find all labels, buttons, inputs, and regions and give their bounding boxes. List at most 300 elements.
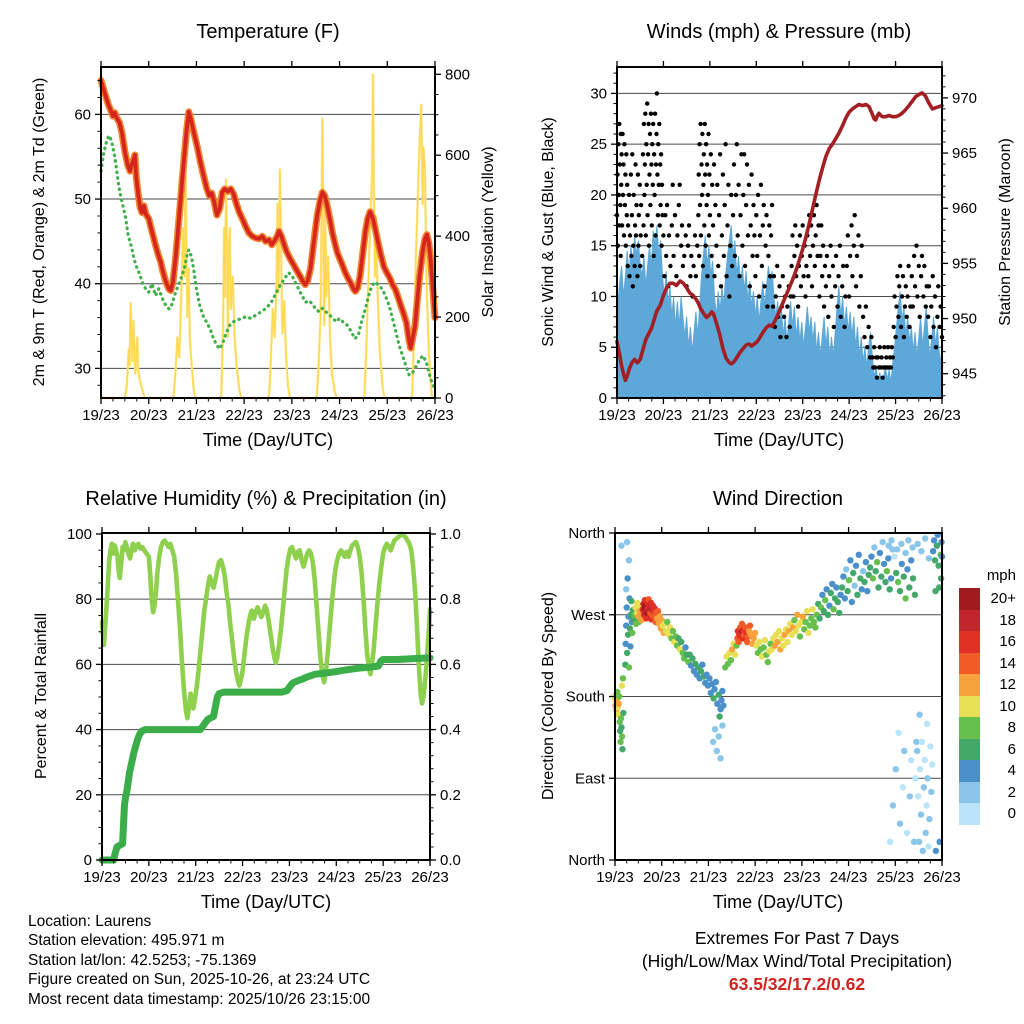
series-wind_gusts: [673, 213, 677, 217]
wind-direction-dot: [908, 557, 914, 563]
series-wind_gusts: [758, 233, 762, 237]
series-wind_gusts: [664, 254, 668, 258]
series-wind_gusts: [772, 274, 776, 278]
chart-title-humidity: Relative Humidity (%) & Precipitation (in): [85, 488, 447, 510]
series-wind_gusts: [892, 294, 896, 298]
series-wind_gusts: [650, 223, 654, 227]
series-wind_gusts: [709, 152, 713, 156]
wind-direction-dot: [918, 548, 924, 554]
series-wind_gusts: [850, 274, 854, 278]
wind-direction-dot: [908, 757, 914, 763]
series-wind_gusts: [622, 233, 626, 237]
speed-legend-label: 20+: [990, 590, 1016, 608]
series-wind_gusts: [703, 122, 707, 126]
series-wind_gusts: [700, 193, 704, 197]
wind-direction-dot: [885, 555, 891, 561]
series-wind_gusts: [905, 294, 909, 298]
x-label-wind-direction: Time (Day/UTC): [712, 892, 844, 912]
series-wind_gusts: [753, 274, 757, 278]
y-tick-label: 955: [952, 255, 978, 273]
series-wind_gusts: [643, 162, 647, 166]
y-tick-label: 600: [445, 147, 471, 165]
wind-direction-dot: [714, 748, 720, 754]
speed-legend-label: 10: [999, 697, 1016, 715]
series-wind_gusts: [642, 122, 646, 126]
series-wind_gusts: [818, 254, 822, 258]
y-label-solar-right: Solar Insolation (Yellow): [480, 146, 497, 318]
series-wind_gusts: [655, 172, 659, 176]
wind-direction-dot: [619, 733, 625, 739]
series-wind_gusts: [828, 244, 832, 248]
y-tick-label: 970: [952, 89, 978, 107]
series-wind_gusts: [689, 254, 693, 258]
series-wind_gusts: [630, 152, 634, 156]
speed-legend-label: 12: [999, 676, 1016, 694]
series-wind_gusts: [671, 254, 675, 258]
series-wind_gusts: [917, 264, 921, 268]
series-wind_gusts: [696, 213, 700, 217]
series-wind_gusts: [634, 233, 638, 237]
wind-direction-dot: [882, 579, 888, 585]
series-wind_gusts: [918, 315, 922, 319]
series-wind_gusts: [629, 172, 633, 176]
wind-direction-dot: [620, 675, 626, 681]
y-tick-label: 60: [74, 106, 91, 124]
series-wind_gusts: [646, 152, 650, 156]
wind-direction-dot: [619, 746, 625, 752]
wind-direction-dot: [912, 592, 918, 598]
series-wind_gusts: [798, 233, 802, 237]
extremes-subtitle: (High/Low/Max Wind/Total Precipitation): [641, 951, 953, 971]
series-wind_gusts: [778, 335, 782, 339]
series-wind_gusts: [823, 264, 827, 268]
series-wind_gusts: [733, 254, 737, 258]
y-tick-label: 60: [75, 656, 92, 674]
series-wind_gusts: [898, 264, 902, 268]
series-wind_gusts: [704, 203, 708, 207]
series-wind_gusts: [699, 233, 703, 237]
wind-direction-dot: [624, 650, 630, 656]
chart-title-temperature: Temperature (F): [196, 21, 340, 43]
wind-direction-dot: [655, 608, 661, 614]
series-wind_gusts: [774, 294, 778, 298]
series-wind_gusts: [848, 254, 852, 258]
y-tick-label: 80: [75, 591, 92, 609]
y-label-humidity-left: Percent & Total Rainfall: [33, 612, 50, 780]
y-tick-label: North: [568, 525, 605, 542]
series-wind_gusts: [700, 132, 704, 136]
series-wind_gusts: [652, 152, 656, 156]
series-wind_gusts: [631, 244, 635, 248]
wind-direction-dot: [624, 604, 630, 610]
wind-direction-dot: [905, 537, 911, 543]
series-wind_gusts: [713, 203, 717, 207]
series-wind_gusts: [835, 304, 839, 308]
series-wind_gusts: [702, 223, 706, 227]
series-wind_gusts: [678, 183, 682, 187]
series-wind_gusts: [765, 304, 769, 308]
series-wind_gusts: [757, 294, 761, 298]
series-wind_gusts: [641, 152, 645, 156]
series-wind_gusts: [659, 244, 663, 248]
wind-direction-dot: [922, 535, 928, 541]
series-wind_gusts: [795, 244, 799, 248]
wind-direction-dot: [904, 830, 910, 836]
series-wind_gusts: [857, 304, 861, 308]
chart-title-wind-direction: Wind Direction: [712, 488, 844, 510]
series-wind_gusts: [813, 264, 817, 268]
series-wind_gusts: [817, 294, 821, 298]
wind-direction-dot: [706, 675, 712, 681]
series-wind_gusts: [680, 223, 684, 227]
y-tick-label: South: [565, 688, 605, 706]
series-wind_gusts: [732, 162, 736, 166]
series-wind_gusts: [625, 213, 629, 217]
wind-direction-dot: [856, 552, 862, 558]
series-wind_gusts: [755, 254, 759, 258]
wind-direction-dot: [842, 595, 848, 601]
series-wind_gusts: [638, 264, 642, 268]
wind-direction-dot: [890, 802, 896, 808]
series-wind_gusts: [705, 274, 709, 278]
speed-legend-swatch: [959, 653, 980, 675]
series-wind_gusts: [714, 244, 718, 248]
wind-direction-dot: [717, 755, 723, 761]
series-wind_gusts: [788, 325, 792, 329]
series-wind_gusts: [648, 132, 652, 136]
wind-direction-dot: [904, 566, 910, 572]
series-wind_gusts: [804, 264, 808, 268]
series-wind_gusts: [626, 223, 630, 227]
x-tick-label: 21/23: [177, 407, 216, 424]
series-wind_gusts: [656, 142, 660, 146]
y-tick-label: 20: [75, 786, 92, 804]
series-wind_gusts: [619, 183, 623, 187]
series-wind_gusts: [769, 233, 773, 237]
chart-title-winds-pressure: Winds (mph) & Pressure (mb): [646, 21, 912, 43]
series-wind_gusts: [749, 172, 753, 176]
y-tick-label: 30: [590, 85, 607, 103]
wind-direction-dot: [616, 701, 622, 707]
speed-legend-swatch: [959, 674, 980, 696]
wind-direction-dot: [874, 559, 880, 565]
wind-direction-dot: [719, 722, 725, 728]
x-tick-label: 26/23: [923, 407, 961, 424]
series-wind_gusts: [840, 284, 844, 288]
series-wind_gusts: [820, 274, 824, 278]
series-wind_gusts: [910, 274, 914, 278]
y-tick-label: 965: [952, 145, 978, 163]
wind-direction-dot: [623, 586, 629, 592]
series-wind_gusts: [658, 223, 662, 227]
series-wind_gusts: [792, 254, 796, 258]
wind-direction-dot: [794, 612, 800, 618]
series-wind_gusts: [741, 193, 745, 197]
series-wind_gusts: [764, 213, 768, 217]
wind-direction-dot: [900, 784, 906, 790]
series-wind_gusts: [699, 162, 703, 166]
series-wind_gusts: [651, 183, 655, 187]
speed-legend-label: 6: [1007, 740, 1016, 758]
series-wind_gusts: [645, 213, 649, 217]
series-wind_gusts: [675, 233, 679, 237]
x-tick-label: 23/23: [783, 407, 822, 424]
wind-direction-dot: [932, 557, 938, 563]
series-wind_gusts: [861, 315, 865, 319]
series-wind_gusts: [624, 152, 628, 156]
wind-direction-dot: [809, 606, 815, 612]
speed-legend-swatch: [959, 610, 980, 632]
series-temp_9m: [101, 81, 435, 349]
wind-direction-dot: [626, 557, 632, 563]
series-wind_gusts: [838, 244, 842, 248]
series-wind_gusts: [819, 223, 823, 227]
series-wind_gusts: [822, 304, 826, 308]
series-wind_gusts: [740, 244, 744, 248]
wind-direction-dot: [917, 766, 923, 772]
x-tick-label: 19/23: [82, 407, 120, 424]
wind-direction-dot: [619, 682, 625, 688]
wind-direction-dot: [804, 608, 810, 614]
speed-legend-row: [959, 739, 1016, 761]
series-wind_gusts: [781, 274, 785, 278]
series-wind_gusts: [658, 203, 662, 207]
wind-direction-dot: [617, 739, 623, 745]
x-tick-label: 25/23: [368, 407, 407, 424]
series-wind_gusts: [661, 233, 665, 237]
wind-direction-dot: [825, 612, 831, 618]
series-wind_gusts: [729, 193, 733, 197]
series-wind_gusts: [827, 274, 831, 278]
wind-direction-dot: [925, 843, 931, 849]
series-wind_gusts: [745, 162, 749, 166]
series-wind_gusts: [647, 172, 651, 176]
wind-direction-dot: [847, 557, 853, 563]
series-wind_gusts: [854, 284, 858, 288]
series-wind_gusts: [644, 233, 648, 237]
series-wind_gusts: [627, 274, 631, 278]
wind-direction-dot: [910, 575, 916, 581]
series-wind_gusts: [704, 244, 708, 248]
wind-direction-dot: [888, 575, 894, 581]
series-wind_gusts: [875, 376, 879, 380]
series-wind_gusts: [839, 315, 843, 319]
series-wind_gusts: [749, 223, 753, 227]
wind-direction-dot: [887, 839, 893, 845]
series-wind_gusts: [705, 162, 709, 166]
series-wind_gusts: [831, 264, 835, 268]
wind-direction-dot: [851, 583, 857, 589]
wind-direction-dot: [719, 688, 725, 694]
wind-direction-dot: [864, 588, 870, 594]
series-wind_gusts: [862, 335, 866, 339]
series-wind_gusts: [924, 304, 928, 308]
wind-direction-dot: [822, 597, 828, 603]
series-wind_gusts: [634, 203, 638, 207]
wind-direction-dot: [849, 599, 855, 605]
series-wind_gusts: [902, 335, 906, 339]
series-wind_gusts: [879, 355, 883, 359]
wind-direction-dot: [752, 630, 758, 636]
x-tick-label: 21/23: [689, 869, 728, 886]
wind-direction-dot: [921, 784, 927, 790]
series-wind_gusts: [707, 233, 711, 237]
series-wind_gusts: [703, 172, 707, 176]
series-wind_gusts: [671, 183, 675, 187]
series-wind_gusts: [618, 203, 622, 207]
series-wind_gusts: [791, 294, 795, 298]
wind-direction-dot: [919, 739, 925, 745]
wind-direction-dot: [893, 570, 899, 576]
wind-direction-dot: [616, 693, 622, 699]
speed-legend-row: [959, 760, 1016, 782]
series-wind_gusts: [736, 233, 740, 237]
series-wind_gusts: [688, 274, 692, 278]
extremes-values: 63.5/32/17.2/0.62: [728, 974, 866, 994]
wind-direction-dot: [894, 546, 900, 552]
series-wind_gusts: [640, 254, 644, 258]
series-wind_gusts: [652, 254, 656, 258]
wind-direction-dot: [870, 575, 876, 581]
y-tick-label: 200: [445, 309, 471, 327]
x-label-winds: Time (Day/UTC): [713, 430, 845, 450]
footer-location: Location: Laurens: [28, 913, 152, 930]
wind-direction-dot: [867, 564, 873, 570]
series-wind_gusts: [693, 233, 697, 237]
series-wind_gusts: [649, 162, 653, 166]
wind-direction-dot: [762, 637, 768, 643]
x-tick-label: 19/23: [598, 407, 636, 424]
series-wind_gusts: [720, 233, 724, 237]
series-wind_gusts: [931, 274, 935, 278]
extremes-title: Extremes For Past 7 Days: [694, 928, 900, 948]
wind-direction-dot: [784, 639, 790, 645]
y-label-pressure-right: Station Pressure (Maroon): [997, 138, 1014, 326]
wind-direction-dot: [828, 590, 834, 596]
series-wind_gusts: [803, 294, 807, 298]
series-wind_gusts: [856, 233, 860, 237]
series-wind_gusts: [654, 162, 658, 166]
series-wind_gusts: [900, 294, 904, 298]
wind-direction-dot: [906, 584, 912, 590]
series-wind_gusts: [855, 254, 859, 258]
series-wind_gusts: [889, 365, 893, 369]
wind-direction-dot: [836, 610, 842, 616]
series-wind_gusts: [833, 284, 837, 288]
y-tick-label: 25: [590, 136, 607, 154]
speed-legend-label: 14: [999, 654, 1016, 672]
series-wind_gusts: [825, 254, 829, 258]
wind-direction-dot: [716, 713, 722, 719]
series-wind_gusts: [717, 213, 721, 217]
series-wind_gusts: [852, 244, 856, 248]
x-tick-label: 25/23: [364, 869, 402, 886]
series-wind_gusts: [641, 223, 645, 227]
wind-direction-dot: [881, 561, 887, 567]
series-wind_gusts: [770, 203, 774, 207]
wind-direction-dot: [760, 644, 766, 650]
series-wind_gusts: [904, 284, 908, 288]
wind-direction-dot: [871, 544, 877, 550]
series-wind_gusts: [725, 223, 729, 227]
wind-direction-dot: [924, 775, 930, 781]
series-wind_gusts: [715, 183, 719, 187]
series-wind_gusts: [631, 284, 635, 288]
x-tick-label: 23/23: [270, 869, 309, 886]
series-wind_gusts: [935, 315, 939, 319]
series-wind_gusts: [659, 152, 663, 156]
speed-legend-rows: [959, 588, 1016, 825]
series-wind_gusts: [708, 213, 712, 217]
wind-direction-dot: [920, 848, 926, 854]
series-wind_gusts: [913, 284, 917, 288]
wind-direction-dot: [902, 550, 908, 556]
series-wind_gusts: [660, 183, 664, 187]
series-wind_gusts: [782, 315, 786, 319]
series-wind_gusts: [701, 183, 705, 187]
series-wind_gusts: [771, 304, 775, 308]
series-wind_gusts: [691, 264, 695, 268]
series-wind_gusts: [726, 183, 730, 187]
series-wind_gusts: [625, 183, 629, 187]
wind-direction-dot: [718, 697, 724, 703]
wind-direction-dot: [895, 730, 901, 736]
speed-legend-swatch: [959, 803, 980, 825]
y-tick-label: 0.2: [440, 786, 461, 804]
speed-legend-row: [959, 782, 1016, 804]
y-tick-label: 960: [952, 200, 978, 218]
series-wind_gusts: [789, 264, 793, 268]
footer-latlon: Station lat/lon: 42.5253; -75.1369: [28, 951, 257, 969]
series-wind_gusts: [621, 162, 625, 166]
series-wind_gusts: [711, 223, 715, 227]
x-tick-label: 22/23: [737, 407, 776, 424]
series-wind_gusts: [744, 203, 748, 207]
wind-direction-dot: [819, 592, 825, 598]
series-wind_gusts: [687, 223, 691, 227]
series-wind_gusts: [635, 274, 639, 278]
series-wind_gusts: [653, 112, 657, 116]
wind-direction-dot: [624, 575, 630, 581]
series-wind_gusts: [915, 294, 919, 298]
series-wind_gusts: [936, 284, 940, 288]
wind-direction-dot: [618, 724, 624, 730]
series-wind_gusts: [912, 254, 916, 258]
y-tick-label: 20: [590, 186, 607, 204]
wind-direction-dot: [811, 619, 817, 625]
wind-direction-dot: [913, 739, 919, 745]
series-wind_gusts: [628, 233, 632, 237]
series-wind_gusts: [869, 335, 873, 339]
y-tick-label: 1.0: [440, 525, 461, 543]
wind-direction-dot: [712, 726, 718, 732]
wind-direction-dot: [893, 766, 899, 772]
wind-direction-dot: [915, 793, 921, 799]
series-wind_gusts: [722, 254, 726, 258]
series-wind_gusts: [762, 203, 766, 207]
y-tick-label: 0: [445, 390, 454, 407]
series-wind_gusts: [746, 233, 750, 237]
x-tick-label: 25/23: [876, 869, 915, 886]
series-wind_gusts: [892, 325, 896, 329]
series-wind_gusts: [630, 213, 634, 217]
series-wind_gusts: [694, 274, 698, 278]
series-wind_gusts: [697, 142, 701, 146]
series-wind_gusts: [653, 233, 657, 237]
x-tick-label: 20/23: [644, 407, 683, 424]
series-wind_gusts: [632, 264, 636, 268]
series-wind_gusts: [894, 304, 898, 308]
